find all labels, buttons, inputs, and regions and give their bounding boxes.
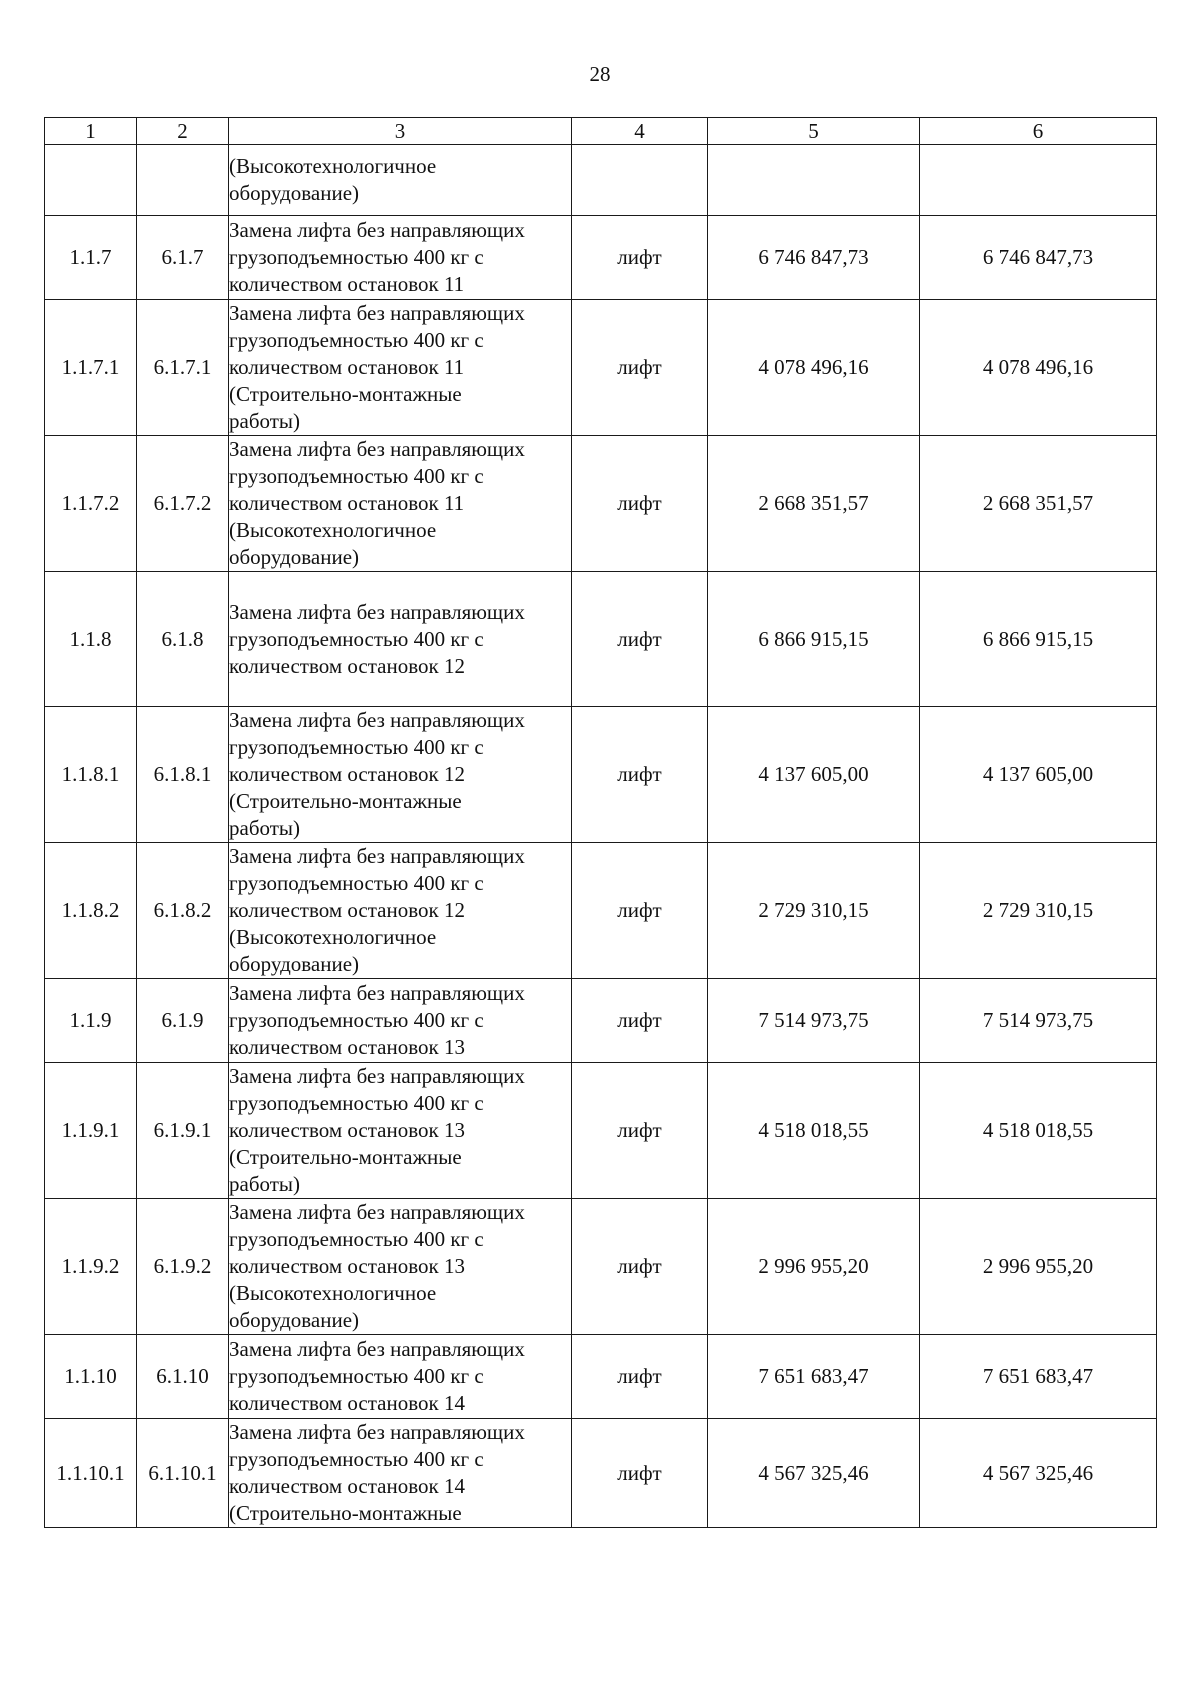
description-line: грузоподъемностью 400 кг с [229,464,484,488]
cell-unit: лифт [572,1199,708,1335]
description-line: Замена лифта без направляющих [229,844,525,868]
cell-value6: 7 514 973,75 [920,979,1157,1063]
table-row [45,1063,1157,1199]
description-line: количеством остановок 11 [229,272,465,296]
description-line: грузоподъемностью 400 кг с [229,871,484,895]
description-line: оборудование) [229,1308,360,1332]
cell-code1: 1.1.7.1 [45,300,137,436]
table-row [45,216,1157,300]
cell-unit: лифт [572,572,708,707]
cell-code1: 1.1.8.2 [45,843,137,979]
column-header: 5 [708,118,920,145]
cell-value5: 7 514 973,75 [708,979,920,1063]
table-header-row [45,118,1157,145]
cell-value5: 2 668 351,57 [708,436,920,572]
cell-description [229,843,572,979]
cell-value5: 6 866 915,15 [708,572,920,707]
table-row [45,572,1157,707]
cell-value5 [708,145,920,216]
cell-value5: 7 651 683,47 [708,1335,920,1419]
cell-code2: 6.1.7.2 [137,436,229,572]
cell-unit: лифт [572,300,708,436]
cell-unit: лифт [572,1419,708,1528]
description-line: работы) [229,1172,301,1196]
continuation-row [45,145,1157,216]
cell-code1: 1.1.8.1 [45,707,137,843]
table-row [45,1419,1157,1528]
cell-value6: 4 518 018,55 [920,1063,1157,1199]
description-line: (Строительно-монтажные [229,1145,462,1169]
cell-value6: 2 668 351,57 [920,436,1157,572]
cell-value6: 4 078 496,16 [920,300,1157,436]
cell-unit: лифт [572,1335,708,1419]
column-header: 1 [45,118,137,145]
cell-value6: 2 996 955,20 [920,1199,1157,1335]
description-line: (Высокотехнологичное [229,925,437,949]
cell-code1: 1.1.7.2 [45,436,137,572]
description-line: количеством остановок 12 [229,653,465,678]
description-line: грузоподъемностью 400 кг с [229,245,484,269]
cell-code1: 1.1.10.1 [45,1419,137,1528]
cell-value5: 4 137 605,00 [708,707,920,843]
cell-description [229,1199,572,1335]
description-line: количеством остановок 11 [229,355,465,379]
cell-description [229,300,572,436]
description-line: грузоподъемностью 400 кг с [229,328,484,352]
cell-description [229,145,572,216]
cell-unit: лифт [572,216,708,300]
table-row [45,1335,1157,1419]
table-body [45,145,1157,1528]
cell-description [229,1419,572,1528]
column-header: 6 [920,118,1157,145]
cell-code2: 6.1.10.1 [137,1419,229,1528]
cell-code2: 6.1.8.1 [137,707,229,843]
description-line: количеством остановок 13 [229,1035,465,1059]
description-line: работы) [229,409,301,433]
description-line: грузоподъемностью 400 кг с [229,1364,484,1388]
column-header: 4 [572,118,708,145]
cell-value6: 6 746 847,73 [920,216,1157,300]
description-line: грузоподъемностью 400 кг с [229,735,484,759]
cell-description [229,216,572,300]
cell-value5: 4 518 018,55 [708,1063,920,1199]
cell-description [229,979,572,1063]
cell-value6: 7 651 683,47 [920,1335,1157,1419]
description-line: (Строительно-монтажные [229,382,462,406]
table-row [45,707,1157,843]
description-line: грузоподъемностью 400 кг с [229,1227,484,1251]
cell-code2: 6.1.7.1 [137,300,229,436]
column-header: 2 [137,118,229,145]
cell-unit: лифт [572,1063,708,1199]
cell-code2: 6.1.9.2 [137,1199,229,1335]
cell-code1: 1.1.10 [45,1335,137,1419]
cell-description [229,1335,572,1419]
table-row [45,979,1157,1063]
description-line: (Высокотехнологичное [229,518,437,542]
cell-code2: 6.1.7 [137,216,229,300]
cell-code2: 6.1.8 [137,572,229,707]
cell-unit: лифт [572,979,708,1063]
cell-description [229,436,572,572]
cell-value5: 2 996 955,20 [708,1199,920,1335]
description-line: работы) [229,816,301,840]
description-line: грузоподъемностью 400 кг с [229,1091,484,1115]
cell-code2: 6.1.10 [137,1335,229,1419]
cell-code2 [137,145,229,216]
description-line: количеством остановок 11 [229,491,465,515]
cell-value5: 4 567 325,46 [708,1419,920,1528]
cell-code1: 1.1.8 [45,572,137,707]
cell-value6: 2 729 310,15 [920,843,1157,979]
description-line: (Высокотехнологичное [229,1281,437,1305]
cell-code1: 1.1.9.1 [45,1063,137,1199]
description-line: оборудование) [229,952,360,976]
description-line: оборудование) [229,181,360,205]
description-line: грузоподъемностью 400 кг с [229,1447,484,1471]
description-line: (Высокотехнологичное [229,154,437,178]
cell-unit: лифт [572,707,708,843]
description-line: (Строительно-монтажные [229,789,462,813]
description-line: Замена лифта без направляющих [229,599,525,624]
description-line: Замена лифта без направляющих [229,437,525,461]
description-line: количеством остановок 12 [229,762,465,786]
page-number: 28 [589,62,611,86]
cell-description [229,707,572,843]
description-line: количеством остановок 13 [229,1254,465,1278]
description-line: Замена лифта без направляющих [229,981,525,1005]
cell-value5: 6 746 847,73 [708,216,920,300]
cell-value6: 6 866 915,15 [920,572,1157,707]
description-line: количеством остановок 14 [229,1391,465,1415]
description-line: количеством остановок 14 [229,1474,465,1498]
cost-table [44,117,1157,1528]
cell-value6: 4 567 325,46 [920,1419,1157,1528]
column-header: 3 [229,118,572,145]
cell-code1: 1.1.9.2 [45,1199,137,1335]
cell-code2: 6.1.9.1 [137,1063,229,1199]
cell-code1: 1.1.7 [45,216,137,300]
cell-description [229,572,572,707]
table-row [45,300,1157,436]
cell-description [229,1063,572,1199]
cell-value5: 4 078 496,16 [708,300,920,436]
table-row [45,436,1157,572]
table-row [45,843,1157,979]
cell-code2: 6.1.9 [137,979,229,1063]
description-line: (Строительно-монтажные [229,1501,462,1525]
table-row [45,1199,1157,1335]
description-line: грузоподъемностью 400 кг с [229,1008,484,1032]
cell-unit: лифт [572,436,708,572]
description-line: Замена лифта без направляющих [229,218,525,242]
description-line: Замена лифта без направляющих [229,1420,525,1444]
cell-code1 [45,145,137,216]
description-line: количеством остановок 12 [229,898,465,922]
cell-value6: 4 137 605,00 [920,707,1157,843]
description-line: Замена лифта без направляющих [229,708,525,732]
cell-value6 [920,145,1157,216]
description-line: грузоподъемностью 400 кг с [229,626,484,651]
description-line: Замена лифта без направляющих [229,1064,525,1088]
cell-code1: 1.1.9 [45,979,137,1063]
cell-code2: 6.1.8.2 [137,843,229,979]
cell-value5: 2 729 310,15 [708,843,920,979]
cell-unit [572,145,708,216]
description-line: оборудование) [229,545,360,569]
description-line: количеством остановок 13 [229,1118,465,1142]
description-line: Замена лифта без направляющих [229,301,525,325]
description-line: Замена лифта без направляющих [229,1337,525,1361]
cell-unit: лифт [572,843,708,979]
description-line: Замена лифта без направляющих [229,1200,525,1224]
